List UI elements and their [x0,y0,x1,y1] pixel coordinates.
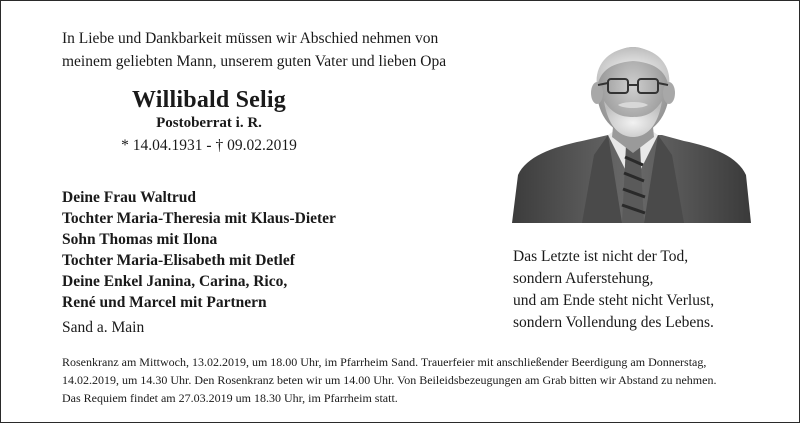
deceased-title: Postoberrat i. R. [156,115,262,131]
family-member: Deine Frau Waltrud [62,189,197,206]
deceased-name: Willibald Selig [132,87,286,113]
portrait-illustration [512,35,751,223]
intro-line: In Liebe und Dankbarkeit müssen wir Abschied nehmen von [62,30,439,47]
info-line: Das Requiem findet am 27.03.2019 um 18.30 Uhr, im Pfarrheim statt. [62,391,398,405]
town-name: Sand a. Main [62,319,145,336]
family-member: Tochter Maria-Elisabeth mit Detlef [62,252,295,269]
family-member: René und Marcel mit Partnern [62,294,267,311]
family-member: Deine Enkel Janina, Carina, Rico, [62,273,288,290]
info-line: Rosenkranz am Mittwoch, 13.02.2019, um 18.00 Uhr, im Pfarrheim Sand. Trauerfeier mit anschließender Beerdigung am Donnerstag, [62,355,707,369]
family-member: Sohn Thomas mit Ilona [62,231,218,248]
service-details [62,353,762,407]
quote-line: Das Letzte ist nicht der Tod, [513,248,689,265]
quote-line: und am Ende steht nicht Verlust, [513,292,715,309]
life-dates: * 14.04.1931 - † 09.02.2019 [121,137,297,154]
intro-text [62,27,492,73]
family-list [62,187,482,313]
portrait-photo [512,35,751,223]
info-line: 14.02.2019, um 14.30 Uhr. Den Rosenkranz beten wir um 14.00 Uhr. Von Beileidsbezeugungen am Grab bitten wir Abstand zu nehmen. [62,373,717,387]
quote-line: sondern Vollendung des Lebens. [513,314,714,331]
intro-line: meinem geliebten Mann, unserem guten Vater und lieben Opa [62,53,447,70]
quote-line: sondern Auferstehung, [513,270,654,287]
memorial-quote [513,246,753,334]
family-member: Tochter Maria-Theresia mit Klaus-Dieter [62,210,336,227]
